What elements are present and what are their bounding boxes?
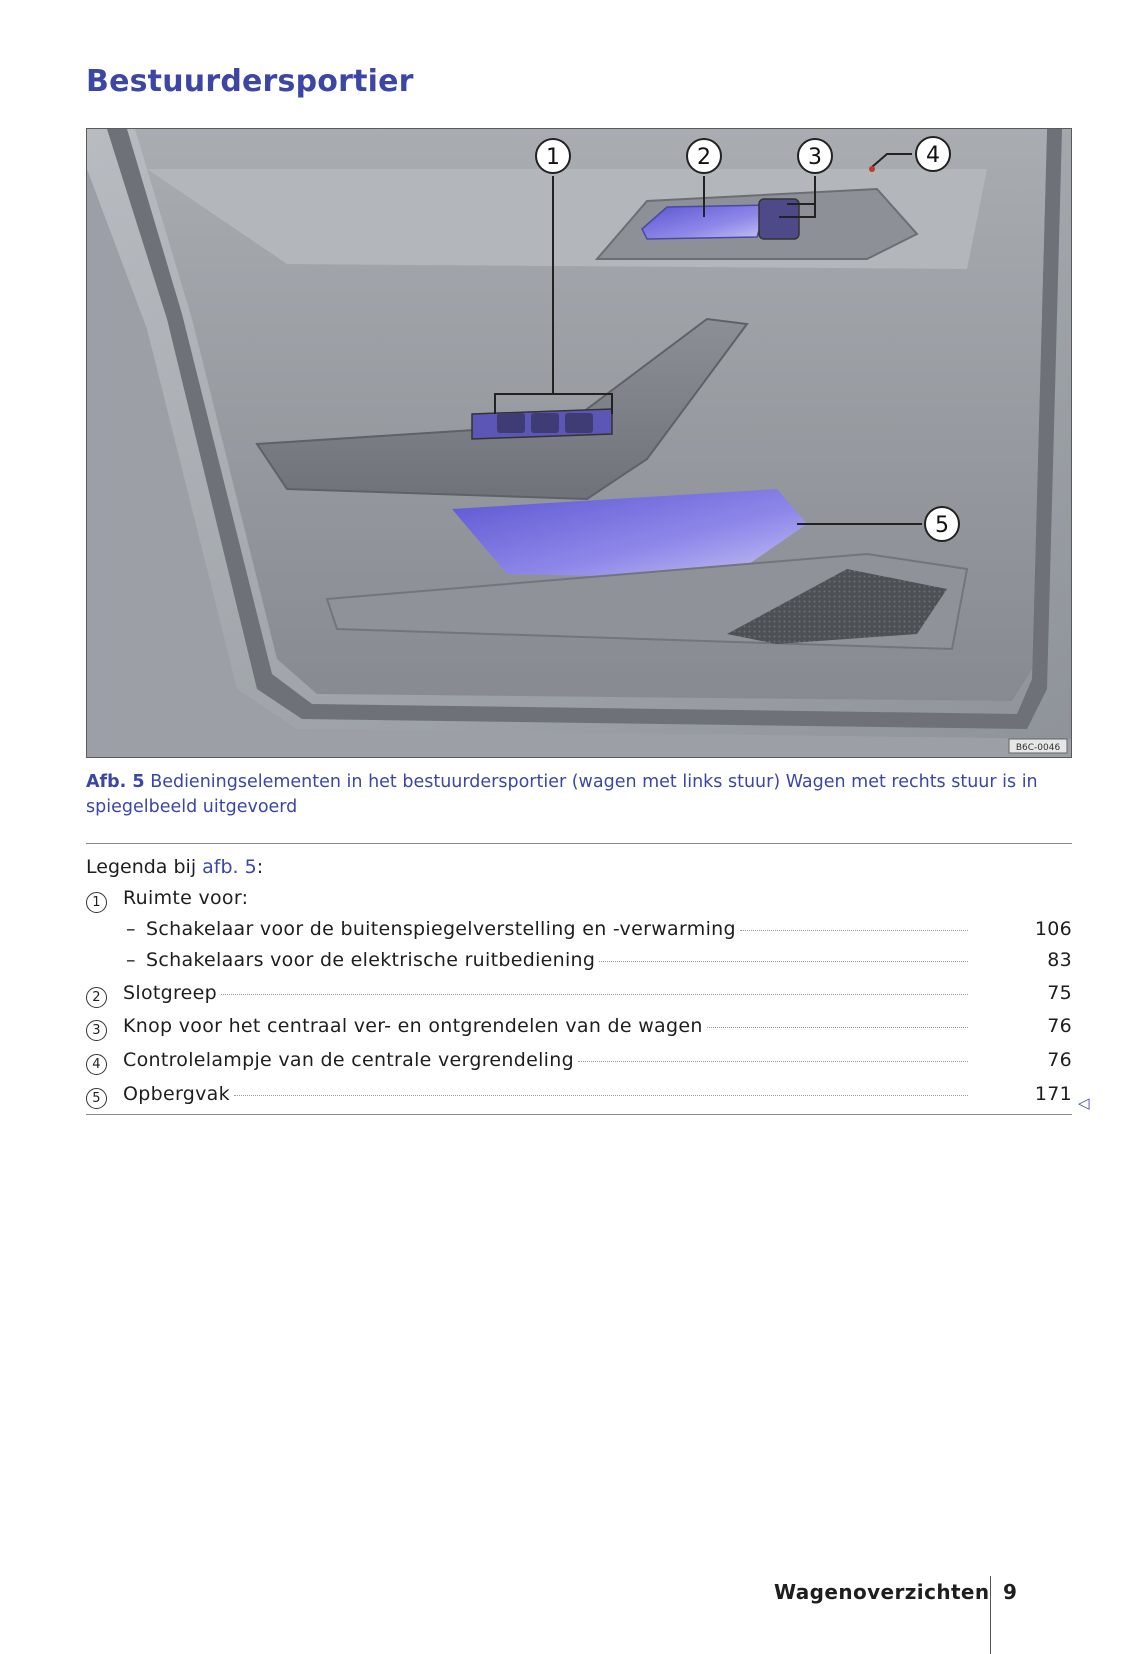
page-reference[interactable]: 106: [1034, 918, 1072, 940]
page-reference[interactable]: 75: [1047, 982, 1072, 1004]
caption-text: Bedieningselementen in het bestuurdersportier (wagen met links stuur) Wagen met rechts stuur is in spiegelbeeld uitgevoerd: [86, 772, 1038, 817]
callout-3: 3: [808, 145, 822, 170]
divider: [86, 843, 1072, 844]
dot-leader: [234, 1095, 968, 1096]
dot-leader: [707, 1027, 968, 1028]
dot-leader: [578, 1061, 968, 1062]
legend-number: 1: [86, 892, 107, 913]
legend-subitem: [86, 918, 1072, 948]
dot-leader: [740, 930, 968, 931]
footer-separator: [990, 1576, 991, 1654]
dot-leader: [221, 994, 968, 995]
legend-text: Opbergvak: [123, 1083, 230, 1105]
legend-item: [86, 1083, 1072, 1113]
page-reference[interactable]: 171: [1034, 1083, 1072, 1105]
callout-2: 2: [697, 145, 711, 170]
dash-marker: –: [126, 949, 136, 971]
page-title: Bestuurdersportier: [86, 64, 414, 99]
legend-number: 2: [86, 987, 107, 1008]
legend-text: Knop voor het centraal ver- en ontgrendelen van de wagen: [123, 1015, 703, 1037]
page-reference[interactable]: 76: [1047, 1049, 1072, 1071]
divider: [86, 1114, 1072, 1115]
legend-text: Controlelampje van de centrale vergrendeling: [123, 1049, 574, 1071]
page-number: 9: [1003, 1580, 1017, 1604]
legend-subitem: [86, 949, 1072, 979]
figure-link[interactable]: afb. 5: [202, 856, 257, 878]
callout-4: 4: [926, 143, 940, 168]
legend-text: Schakelaar voor de buitenspiegelverstelling en -verwarming: [146, 918, 736, 940]
legend-item: [86, 887, 1072, 917]
page-reference[interactable]: 76: [1047, 1015, 1072, 1037]
dash-marker: –: [126, 918, 136, 940]
figure-caption: [86, 770, 1072, 820]
footer-section-title: Wagenoverzichten: [774, 1580, 990, 1604]
callout-5: 5: [935, 513, 949, 538]
door-illustration: [86, 128, 1072, 758]
legend-intro: Legenda bij afb. 5:: [86, 856, 264, 878]
legend-item: [86, 1015, 1072, 1045]
legend-text: Ruimte voor:: [123, 887, 249, 909]
legend-item: [86, 982, 1072, 1012]
page-reference[interactable]: 83: [1047, 949, 1072, 971]
legend-text: Slotgreep: [123, 982, 218, 1004]
image-code: B6C-0046: [1015, 743, 1061, 753]
back-triangle-icon[interactable]: ◁: [1078, 1094, 1090, 1112]
dot-leader: [599, 961, 968, 962]
legend-number: 3: [86, 1020, 107, 1041]
legend-item: [86, 1049, 1072, 1079]
legend-text: Schakelaars voor de elektrische ruitbediening: [146, 949, 596, 971]
callout-1: 1: [546, 145, 560, 170]
legend-number: 5: [86, 1088, 107, 1109]
legend-number: 4: [86, 1054, 107, 1075]
caption-label: Afb. 5: [86, 772, 145, 792]
